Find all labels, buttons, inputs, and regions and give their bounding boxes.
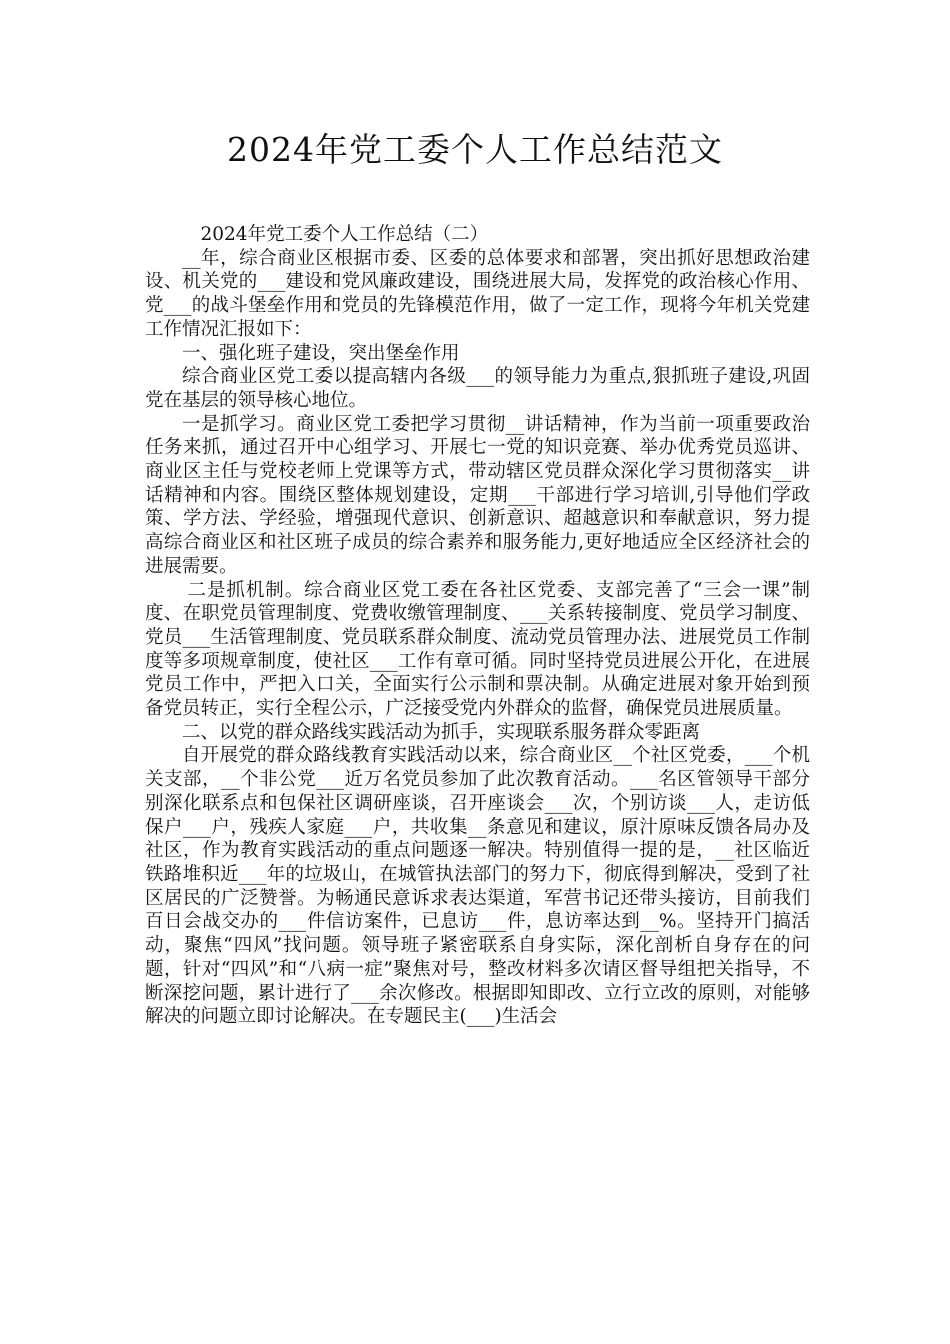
paragraph-mass-line: 自开展党的群众路线教育实践活动以来，综合商业区__个社区党委，___个机关支部，__个非公党___近万名党员参加了此次教育活动。___名区管领导干部分别深化联系点和包保社区调研座谈，召开座谈会___次，个别访谈___人，走访低保户___户，残疾人家庭___户，共收集__条意见和建议，原汁原味反馈各局办及社区，作为教育实践活动的重点问题逐一解决。特别值得一提的是，__社区临近铁路堆积近___年的垃圾山，在城管执法部门的努力下，彻底得到解决，受到了社区居民的广泛赞誉。为畅通民意诉求表达渠道，军营书记还带头接访，目前我们百日会战交办的___件信访案件，已息访___件，息访率达到__%。坚持开门搞活动，聚焦“四风”找问题。领导班子紧密联系自身实际，深化剖析自身存在的问题，针对“四风”和“八病一症”聚焦对号，整改材料多次请区督导组把关指导，不断深挖问题，累计进行了___余次修改。根据即知即改、立行立改的原则，对能够解决的问题立即讨论解决。在专题民主(___)生活会 — [145, 745, 810, 1028]
paragraph-mechanism: 二是抓机制。综合商业区党工委在各社区党委、支部完善了“三会一课”制度、在职党员管理制度、党费收缴管理制度、___关系转接制度、党员学习制度、党员___生活管理制度、党员联系群众制度、流动党员管理办法、进展党员工作制度等多项规章制度，使社区___工作有章可循。同时坚持党员进展公开化，在进展党员工作中，严把入口关，全面实行公示制和票决制。从确定进展对象开始到预备党员转正，实行全程公示，广泛接受党内外群众的监督，确保党员进展质量。 — [145, 579, 810, 720]
paragraph-heading-2: 二、以党的群众路线实践活动为抓手，实现联系服务群众零距离 — [182, 721, 701, 743]
document-title: 2024年党工委个人工作总结范文 — [227, 130, 723, 169]
paragraph-intro: __年，综合商业区根据市委、区委的总体要求和部署，突出抓好思想政治建设、机关党的___建设和党风廉政建设，围绕进展大局，发挥党的政治核心作用、党___的战斗堡垒作用和党员的先锋模范作用，做了一定工作，现将今年机关党建工作情况汇报如下： — [145, 247, 810, 340]
paragraph-study: 一是抓学习。商业区党工委把学习贯彻__讲话精神，作为当前一项重要政治任务来抓，通过召开中心组学习、开展七一党的知识竞赛、举办优秀党员巡讲、商业区主任与党校老师上党课等方式，带动辖区党员群众深化学习贯彻落实__讲话精神和内容。围绕区整体规划建设，定期___干部进行学习培训,引导他们学政策、学方法、学经验，增强现代意识、创新意识、超越意识和奉献意识，努力提高综合商业区和社区班子成员的综合素养和服务能力,更好地适应全区经济社会的进展需要。 — [145, 413, 810, 577]
paragraph-leadership: 综合商业区党工委以提高辖内各级___的领导能力为重点,狠抓班子建设,巩固党在基层的领导核心地位。 — [145, 366, 810, 411]
document-body — [145, 223, 810, 1029]
paragraph-subtitle: 2024年党工委个人工作总结（二） — [200, 224, 489, 245]
paragraph-heading-1: 一、强化班子建设，突出堡垒作用 — [182, 342, 460, 364]
